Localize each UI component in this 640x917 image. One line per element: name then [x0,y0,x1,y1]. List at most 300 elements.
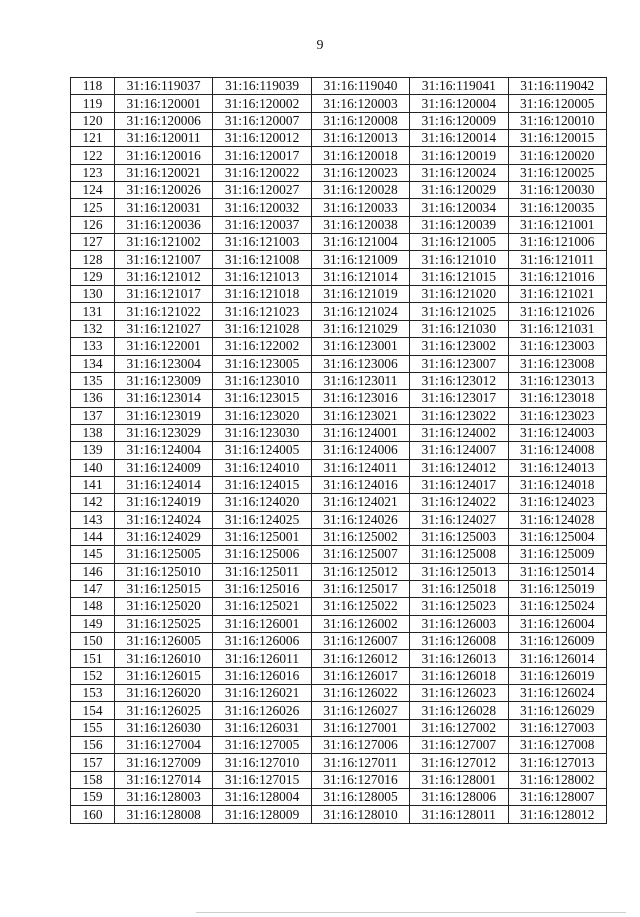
cadastral-number-cell: 31:16:127012 [410,754,508,771]
table-row [71,216,607,233]
table-row [71,234,607,251]
cadastral-number-cell: 31:16:128009 [213,806,311,823]
cadastral-number-cell: 31:16:128006 [410,789,508,806]
cadastral-number-cell: 31:16:120023 [311,164,409,181]
cadastral-number-cell: 31:16:126018 [410,667,508,684]
table-row [71,459,607,476]
cadastral-number-cell: 31:16:126005 [115,633,213,650]
cadastral-number-cell: 31:16:127011 [311,754,409,771]
cadastral-number-cell: 31:16:128005 [311,789,409,806]
cadastral-number-cell: 31:16:120006 [115,112,213,129]
cadastral-number-cell: 31:16:127002 [410,719,508,736]
cadastral-number-cell: 31:16:125003 [410,528,508,545]
cadastral-number-cell: 31:16:127004 [115,737,213,754]
cadastral-number-cell: 31:16:121004 [311,234,409,251]
table-row [71,130,607,147]
table-row [71,719,607,736]
cadastral-number-cell: 31:16:127016 [311,771,409,788]
cadastral-number-cell: 31:16:126013 [410,650,508,667]
row-number-cell: 130 [71,286,115,303]
cadastral-number-cell: 31:16:125011 [213,563,311,580]
cadastral-number-cell: 31:16:127013 [508,754,606,771]
row-number-cell: 145 [71,546,115,563]
cadastral-number-cell: 31:16:123022 [410,407,508,424]
cadastral-number-cell: 31:16:124007 [410,442,508,459]
cadastral-number-cell: 31:16:124019 [115,494,213,511]
cadastral-number-cell: 31:16:124010 [213,459,311,476]
cadastral-number-cell: 31:16:125006 [213,546,311,563]
cadastral-number-cell: 31:16:126004 [508,615,606,632]
cadastral-number-cell: 31:16:126027 [311,702,409,719]
cadastral-number-cell: 31:16:121007 [115,251,213,268]
cadastral-number-cell: 31:16:126031 [213,719,311,736]
row-number-cell: 133 [71,338,115,355]
cadastral-number-cell: 31:16:120021 [115,164,213,181]
cadastral-number-cell: 31:16:123008 [508,355,606,372]
cadastral-number-cell: 31:16:120036 [115,216,213,233]
page-number: 9 [316,38,324,53]
cadastral-number-cell: 31:16:126014 [508,650,606,667]
table-row [71,615,607,632]
cadastral-number-cell: 31:16:127008 [508,737,606,754]
cadastral-number-cell: 31:16:120011 [115,130,213,147]
table-row [71,199,607,216]
cadastral-number-cell: 31:16:123005 [213,355,311,372]
cadastral-number-cell: 31:16:120038 [311,216,409,233]
row-number-cell: 125 [71,199,115,216]
table-row [71,511,607,528]
cadastral-number-cell: 31:16:125023 [410,598,508,615]
cadastral-number-cell: 31:16:121028 [213,320,311,337]
cadastral-number-cell: 31:16:123002 [410,338,508,355]
cadastral-number-cell: 31:16:120037 [213,216,311,233]
cadastral-number-cell: 31:16:123014 [115,390,213,407]
table-row [71,407,607,424]
cadastral-number-cell: 31:16:124003 [508,424,606,441]
cadastral-number-cell: 31:16:121015 [410,268,508,285]
table-row [71,338,607,355]
table-row [71,806,607,823]
cadastral-number-cell: 31:16:127009 [115,754,213,771]
row-number-cell: 141 [71,476,115,493]
cadastral-number-cell: 31:16:123015 [213,390,311,407]
cadastral-number-cell: 31:16:120003 [311,95,409,112]
row-number-cell: 148 [71,598,115,615]
table-row [71,494,607,511]
row-number-cell: 126 [71,216,115,233]
row-number-cell: 146 [71,563,115,580]
cadastral-number-cell: 31:16:120004 [410,95,508,112]
cadastral-number-cell: 31:16:126009 [508,633,606,650]
cadastral-number-cell: 31:16:125008 [410,546,508,563]
row-number-cell: 140 [71,459,115,476]
row-number-cell: 132 [71,320,115,337]
table-row [71,546,607,563]
cadastral-number-cell: 31:16:120019 [410,147,508,164]
row-number-cell: 121 [71,130,115,147]
cadastral-number-cell: 31:16:124025 [213,511,311,528]
cadastral-number-cell: 31:16:125017 [311,580,409,597]
table-row [71,78,607,95]
cadastral-number-cell: 31:16:121010 [410,251,508,268]
cadastral-number-cell: 31:16:125001 [213,528,311,545]
cadastral-number-cell: 31:16:128011 [410,806,508,823]
cadastral-number-cell: 31:16:120032 [213,199,311,216]
cadastral-number-cell: 31:16:124001 [311,424,409,441]
cadastral-number-cell: 31:16:123012 [410,372,508,389]
cadastral-number-cell: 31:16:128001 [410,771,508,788]
row-number-cell: 152 [71,667,115,684]
cadastral-number-cell: 31:16:120039 [410,216,508,233]
cadastral-number-cell: 31:16:127014 [115,771,213,788]
cadastral-number-cell: 31:16:122002 [213,338,311,355]
cadastral-number-cell: 31:16:119039 [213,78,311,95]
table-row [71,424,607,441]
table-row [71,112,607,129]
cadastral-number-cell: 31:16:128004 [213,789,311,806]
cadastral-number-cell: 31:16:125025 [115,615,213,632]
table-row [71,737,607,754]
cadastral-number-cell: 31:16:121014 [311,268,409,285]
cadastral-number-cell: 31:16:126006 [213,633,311,650]
row-number-cell: 129 [71,268,115,285]
cadastral-number-cell: 31:16:121016 [508,268,606,285]
cadastral-number-cell: 31:16:126023 [410,685,508,702]
cadastral-number-cell: 31:16:126025 [115,702,213,719]
cadastral-number-cell: 31:16:124015 [213,476,311,493]
cadastral-number-cell: 31:16:123010 [213,372,311,389]
row-number-cell: 123 [71,164,115,181]
cadastral-number-cell: 31:16:128003 [115,789,213,806]
cadastral-number-cell: 31:16:123017 [410,390,508,407]
cadastral-number-cell: 31:16:127001 [311,719,409,736]
cadastral-number-cell: 31:16:124006 [311,442,409,459]
cadastral-number-cell: 31:16:121011 [508,251,606,268]
cadastral-number-cell: 31:16:121021 [508,286,606,303]
cadastral-number-cell: 31:16:120022 [213,164,311,181]
cadastral-number-cell: 31:16:124026 [311,511,409,528]
cadastral-number-cell: 31:16:122001 [115,338,213,355]
table-row [71,789,607,806]
row-number-cell: 160 [71,806,115,823]
cadastral-number-cell: 31:16:120007 [213,112,311,129]
cadastral-number-cell: 31:16:126019 [508,667,606,684]
cadastral-number-cell: 31:16:127015 [213,771,311,788]
table-row [71,390,607,407]
cadastral-number-cell: 31:16:126016 [213,667,311,684]
row-number-cell: 127 [71,234,115,251]
cadastral-number-cell: 31:16:123020 [213,407,311,424]
cadastral-number-cell: 31:16:125022 [311,598,409,615]
table-row [71,372,607,389]
cadastral-number-cell: 31:16:120025 [508,164,606,181]
cadastral-number-cell: 31:16:121005 [410,234,508,251]
cadastral-number-cell: 31:16:120001 [115,95,213,112]
cadastral-number-cell: 31:16:124024 [115,511,213,528]
cadastral-number-cell: 31:16:123013 [508,372,606,389]
cadastral-number-cell: 31:16:121017 [115,286,213,303]
cadastral-number-cell: 31:16:124018 [508,476,606,493]
row-number-cell: 147 [71,580,115,597]
cadastral-number-cell: 31:16:120014 [410,130,508,147]
cadastral-number-cell: 31:16:126026 [213,702,311,719]
cadastral-number-cell: 31:16:121023 [213,303,311,320]
cadastral-number-cell: 31:16:120013 [311,130,409,147]
cadastral-number-cell: 31:16:124008 [508,442,606,459]
cadastral-number-cell: 31:16:120031 [115,199,213,216]
table-row [71,147,607,164]
row-number-cell: 124 [71,182,115,199]
cadastral-number-cell: 31:16:121002 [115,234,213,251]
cadastral-number-cell: 31:16:121003 [213,234,311,251]
table-row [71,251,607,268]
cadastral-number-cell: 31:16:123030 [213,424,311,441]
row-number-cell: 137 [71,407,115,424]
cadastral-number-cell: 31:16:125020 [115,598,213,615]
cadastral-number-cell: 31:16:126029 [508,702,606,719]
cadastral-number-cell: 31:16:120029 [410,182,508,199]
table-row [71,320,607,337]
cadastral-number-cell: 31:16:120033 [311,199,409,216]
cadastral-number-cell: 31:16:123009 [115,372,213,389]
row-number-cell: 149 [71,615,115,632]
row-number-cell: 153 [71,685,115,702]
table-row [71,598,607,615]
cadastral-number-cell: 31:16:124029 [115,528,213,545]
cadastral-number-cell: 31:16:121008 [213,251,311,268]
cadastral-number-cell: 31:16:120030 [508,182,606,199]
table-row [71,580,607,597]
table-row [71,95,607,112]
cadastral-number-cell: 31:16:125021 [213,598,311,615]
cadastral-number-cell: 31:16:128007 [508,789,606,806]
row-number-cell: 154 [71,702,115,719]
row-number-cell: 158 [71,771,115,788]
cadastral-number-cell: 31:16:120009 [410,112,508,129]
cadastral-number-cell: 31:16:123019 [115,407,213,424]
cadastral-number-cell: 31:16:120015 [508,130,606,147]
cadastral-number-cell: 31:16:126007 [311,633,409,650]
cadastral-number-cell: 31:16:125019 [508,580,606,597]
table-row [71,286,607,303]
cadastral-number-cell: 31:16:124021 [311,494,409,511]
cadastral-number-cell: 31:16:121012 [115,268,213,285]
cadastral-number-cell: 31:16:119037 [115,78,213,95]
cadastral-number-cell: 31:16:126001 [213,615,311,632]
cadastral-table [70,77,607,824]
cadastral-number-cell: 31:16:121026 [508,303,606,320]
cadastral-number-cell: 31:16:125016 [213,580,311,597]
table-row [71,771,607,788]
cadastral-number-cell: 31:16:120034 [410,199,508,216]
cadastral-number-cell: 31:16:121030 [410,320,508,337]
cadastral-number-cell: 31:16:124004 [115,442,213,459]
cadastral-number-cell: 31:16:124012 [410,459,508,476]
cadastral-number-cell: 31:16:120005 [508,95,606,112]
row-number-cell: 119 [71,95,115,112]
row-number-cell: 135 [71,372,115,389]
cadastral-number-cell: 31:16:125004 [508,528,606,545]
cadastral-number-cell: 31:16:126002 [311,615,409,632]
cadastral-number-cell: 31:16:127003 [508,719,606,736]
cadastral-number-cell: 31:16:121006 [508,234,606,251]
table-row [71,164,607,181]
cadastral-number-cell: 31:16:121025 [410,303,508,320]
cadastral-number-cell: 31:16:119040 [311,78,409,95]
cadastral-number-cell: 31:16:120017 [213,147,311,164]
row-number-cell: 131 [71,303,115,320]
cadastral-number-cell: 31:16:128008 [115,806,213,823]
cadastral-number-cell: 31:16:125007 [311,546,409,563]
cadastral-number-cell: 31:16:128012 [508,806,606,823]
cadastral-number-cell: 31:16:120008 [311,112,409,129]
table-row [71,442,607,459]
cadastral-number-cell: 31:16:120028 [311,182,409,199]
row-number-cell: 151 [71,650,115,667]
cadastral-number-cell: 31:16:124009 [115,459,213,476]
cadastral-number-cell: 31:16:125005 [115,546,213,563]
row-number-cell: 134 [71,355,115,372]
table-row [71,563,607,580]
cadastral-number-cell: 31:16:124005 [213,442,311,459]
cadastral-number-cell: 31:16:121019 [311,286,409,303]
cadastral-number-cell: 31:16:125015 [115,580,213,597]
cadastral-number-cell: 31:16:121022 [115,303,213,320]
cadastral-number-cell: 31:16:123003 [508,338,606,355]
cadastral-number-cell: 31:16:123023 [508,407,606,424]
row-number-cell: 157 [71,754,115,771]
cadastral-number-cell: 31:16:119042 [508,78,606,95]
table-row [71,650,607,667]
cadastral-number-cell: 31:16:126010 [115,650,213,667]
cadastral-number-cell: 31:16:126020 [115,685,213,702]
cadastral-number-cell: 31:16:124014 [115,476,213,493]
table-row [71,685,607,702]
cadastral-number-cell: 31:16:120002 [213,95,311,112]
cadastral-number-cell: 31:16:125014 [508,563,606,580]
table-row [71,182,607,199]
cadastral-number-cell: 31:16:123004 [115,355,213,372]
cadastral-number-cell: 31:16:120026 [115,182,213,199]
cadastral-number-cell: 31:16:126024 [508,685,606,702]
cadastral-table-body [71,78,607,824]
row-number-cell: 159 [71,789,115,806]
cadastral-number-cell: 31:16:127010 [213,754,311,771]
cadastral-number-cell: 31:16:127007 [410,737,508,754]
cadastral-number-cell: 31:16:124011 [311,459,409,476]
cadastral-number-cell: 31:16:126015 [115,667,213,684]
cadastral-number-cell: 31:16:120016 [115,147,213,164]
cadastral-number-cell: 31:16:121031 [508,320,606,337]
row-number-cell: 150 [71,633,115,650]
cadastral-number-cell: 31:16:126021 [213,685,311,702]
cadastral-number-cell: 31:16:123016 [311,390,409,407]
cadastral-number-cell: 31:16:120018 [311,147,409,164]
cadastral-number-cell: 31:16:123029 [115,424,213,441]
cadastral-number-cell: 31:16:124023 [508,494,606,511]
cadastral-number-cell: 31:16:123011 [311,372,409,389]
cadastral-number-cell: 31:16:123021 [311,407,409,424]
cadastral-number-cell: 31:16:124020 [213,494,311,511]
cadastral-number-cell: 31:16:121027 [115,320,213,337]
table-row [71,667,607,684]
cadastral-number-cell: 31:16:127006 [311,737,409,754]
cadastral-number-cell: 31:16:123001 [311,338,409,355]
cadastral-number-cell: 31:16:120035 [508,199,606,216]
cadastral-number-cell: 31:16:119041 [410,78,508,95]
cadastral-number-cell: 31:16:124017 [410,476,508,493]
cadastral-number-cell: 31:16:126017 [311,667,409,684]
cadastral-number-cell: 31:16:121024 [311,303,409,320]
row-number-cell: 120 [71,112,115,129]
row-number-cell: 136 [71,390,115,407]
cadastral-number-cell: 31:16:125010 [115,563,213,580]
cadastral-number-cell: 31:16:120012 [213,130,311,147]
table-row [71,268,607,285]
cadastral-number-cell: 31:16:120024 [410,164,508,181]
cadastral-number-cell: 31:16:124016 [311,476,409,493]
row-number-cell: 156 [71,737,115,754]
cadastral-number-cell: 31:16:123006 [311,355,409,372]
row-number-cell: 139 [71,442,115,459]
table-row [71,754,607,771]
cadastral-number-cell: 31:16:126028 [410,702,508,719]
row-number-cell: 142 [71,494,115,511]
cadastral-number-cell: 31:16:125018 [410,580,508,597]
row-number-cell: 155 [71,719,115,736]
row-number-cell: 138 [71,424,115,441]
cadastral-number-cell: 31:16:123018 [508,390,606,407]
cadastral-number-cell: 31:16:123007 [410,355,508,372]
cadastral-number-cell: 31:16:125009 [508,546,606,563]
cadastral-number-cell: 31:16:124028 [508,511,606,528]
cadastral-number-cell: 31:16:126011 [213,650,311,667]
cadastral-number-cell: 31:16:128002 [508,771,606,788]
cadastral-number-cell: 31:16:125012 [311,563,409,580]
table-row [71,355,607,372]
cadastral-number-cell: 31:16:121001 [508,216,606,233]
cadastral-number-cell: 31:16:126030 [115,719,213,736]
row-number-cell: 143 [71,511,115,528]
table-row [71,476,607,493]
cadastral-number-cell: 31:16:121029 [311,320,409,337]
cadastral-number-cell: 31:16:124027 [410,511,508,528]
cadastral-number-cell: 31:16:127005 [213,737,311,754]
cadastral-number-cell: 31:16:125013 [410,563,508,580]
cadastral-number-cell: 31:16:126012 [311,650,409,667]
cadastral-number-cell: 31:16:124013 [508,459,606,476]
cadastral-number-cell: 31:16:124022 [410,494,508,511]
table-row [71,633,607,650]
cadastral-number-cell: 31:16:125002 [311,528,409,545]
cadastral-number-cell: 31:16:125024 [508,598,606,615]
row-number-cell: 118 [71,78,115,95]
cadastral-number-cell: 31:16:121018 [213,286,311,303]
cadastral-number-cell: 31:16:120010 [508,112,606,129]
cadastral-number-cell: 31:16:121020 [410,286,508,303]
cadastral-number-cell: 31:16:126003 [410,615,508,632]
cadastral-number-cell: 31:16:120020 [508,147,606,164]
footer-rule [196,912,626,913]
table-row [71,702,607,719]
cadastral-number-cell: 31:16:126022 [311,685,409,702]
table-row [71,528,607,545]
cadastral-number-cell: 31:16:124002 [410,424,508,441]
cadastral-number-cell: 31:16:121009 [311,251,409,268]
cadastral-number-cell: 31:16:120027 [213,182,311,199]
row-number-cell: 144 [71,528,115,545]
cadastral-number-cell: 31:16:126008 [410,633,508,650]
